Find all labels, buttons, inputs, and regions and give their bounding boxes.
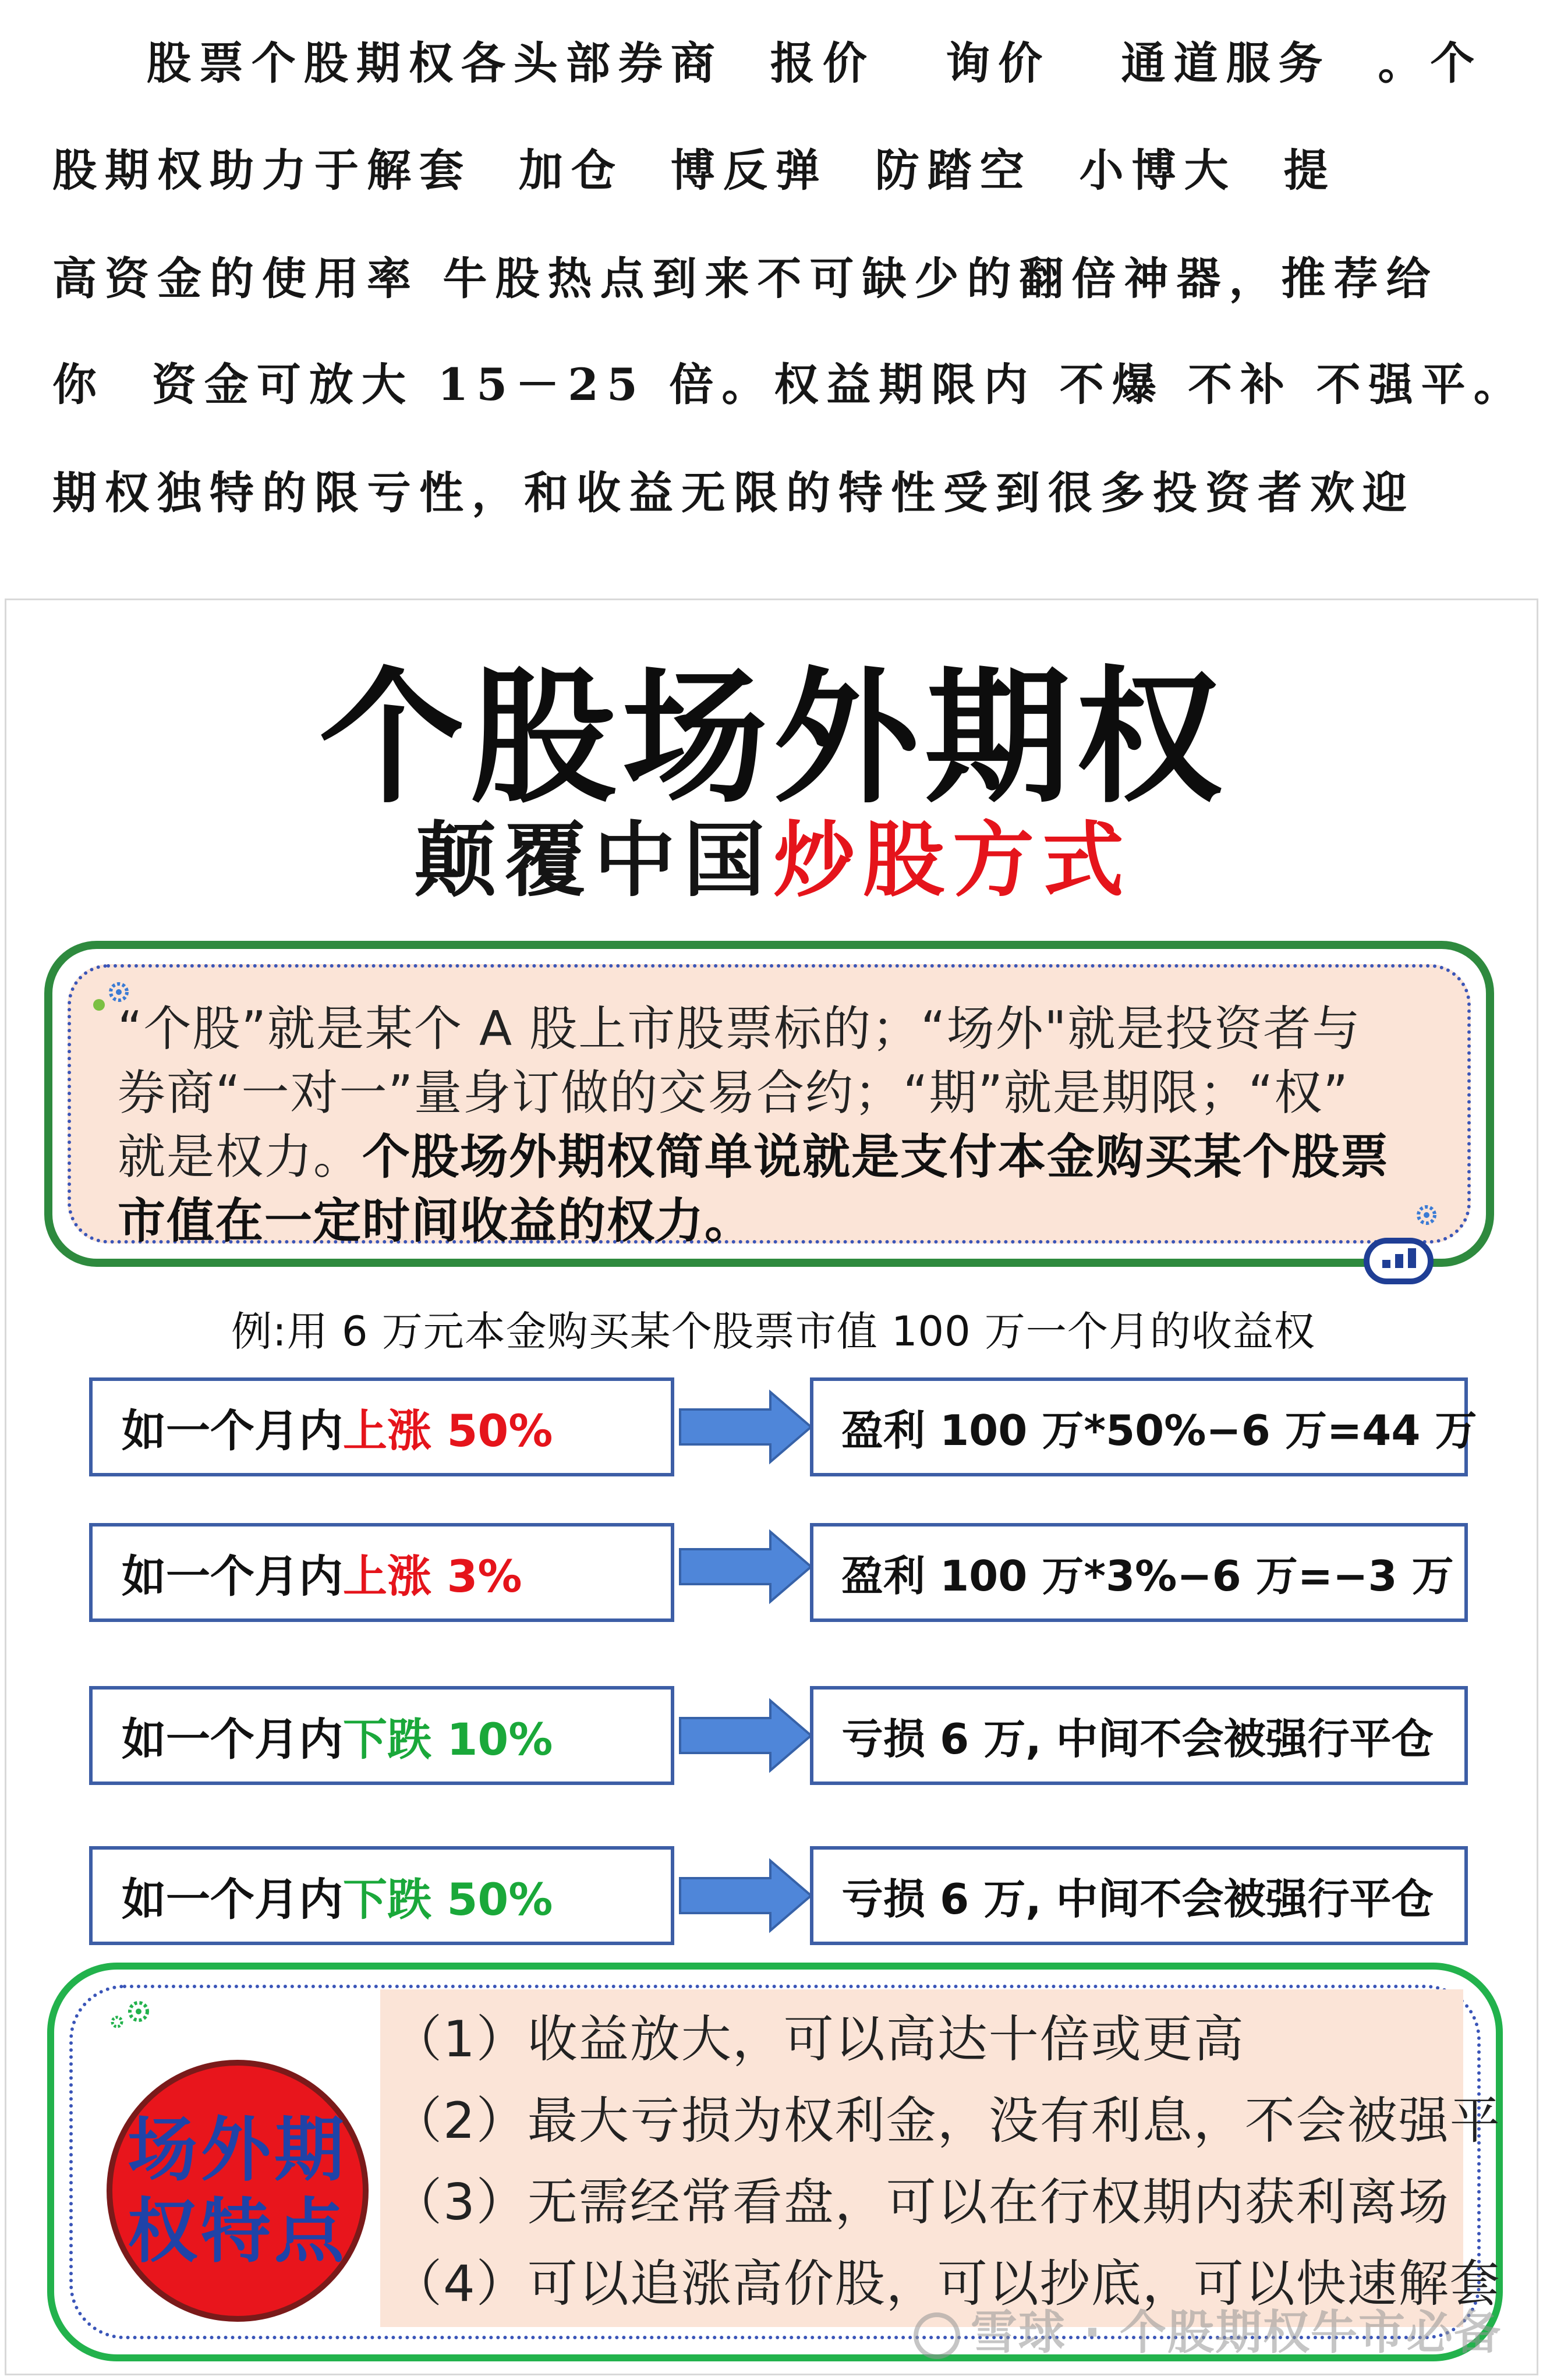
features-badge xyxy=(107,2060,369,2322)
arrow-right-icon xyxy=(677,1698,814,1773)
condition-prefix: 如一个月内 xyxy=(122,1404,343,1457)
condition-prefix: 如一个月内 xyxy=(122,1550,343,1602)
scenario-result: 亏损 6 万, 中间不会被强行平仓 xyxy=(810,1686,1468,1785)
definition-bold-text: 个股场外期权简单说就是支付本金购买某个股票 xyxy=(362,1129,1390,1185)
arrow-right-icon xyxy=(677,1858,814,1933)
arrow-right-icon xyxy=(677,1529,814,1605)
intro-paragraph xyxy=(0,0,1543,588)
gear-icon xyxy=(107,1999,159,2034)
scenario-condition xyxy=(89,1686,674,1785)
condition-prefix: 如一个月内 xyxy=(122,1873,343,1925)
arrow-right-icon xyxy=(677,1389,814,1465)
definition-normal-text: 就是权力。 xyxy=(118,1129,363,1185)
intro-line: 你 资金可放大 15－25 倍。权益期限内 不爆 不补 不强平。 xyxy=(52,359,1526,410)
subtitle-red-text: 炒股方式 xyxy=(773,813,1133,908)
snowball-logo-icon xyxy=(914,2312,960,2359)
definition-panel xyxy=(68,964,1471,1249)
watermark xyxy=(914,2295,1502,2362)
signal-bars-icon xyxy=(1364,1238,1434,1284)
definition-line xyxy=(118,1119,1389,1187)
definition-box xyxy=(44,941,1494,1267)
condition-prefix: 如一个月内 xyxy=(122,1713,343,1765)
scenario-condition xyxy=(89,1846,674,1945)
intro-line: 期权独特的限亏性，和收益无限的特性受到很多投资者欢迎 xyxy=(52,467,1415,519)
poster-subtitle xyxy=(6,795,1540,912)
definition-line: 券商“一对一”量身订做的交易合约；“期”就是期限；“权” xyxy=(118,1065,1349,1121)
feature-item: （2）最大亏损为权利金，没有利息，不会被强平 xyxy=(392,2092,1501,2150)
condition-move: 下跌 50% xyxy=(343,1873,553,1925)
poster-title: 个股场外期权 xyxy=(319,651,1227,823)
definition-line: “个股”就是某个 A 股上市股票标的；“场外"就是投资者与 xyxy=(118,1001,1361,1057)
feature-item: （1）收益放大，可以高达十倍或更高 xyxy=(392,2010,1245,2069)
intro-line: 股期权助力于解套 加仓 博反弹 防踏空 小博大 提 xyxy=(52,144,1336,196)
condition-move: 上涨 50% xyxy=(343,1404,553,1457)
scenario-result: 盈利 100 万*50%−6 万=44 万 xyxy=(810,1377,1468,1476)
definition-line: 市值在一定时间收益的权力。 xyxy=(118,1193,754,1249)
badge-text: 权特点 xyxy=(128,2190,348,2272)
scenario-condition xyxy=(89,1523,674,1622)
subtitle-black-text: 颠覆中国 xyxy=(414,813,773,908)
condition-move: 上涨 3% xyxy=(343,1550,522,1602)
feature-item: （4）可以追涨高价股，可以抄底，可以快速解套 xyxy=(392,2255,1501,2313)
badge-text: 场外期 xyxy=(128,2109,348,2191)
poster xyxy=(5,598,1538,2375)
scenario-result: 盈利 100 万*3%−6 万=−3 万 xyxy=(810,1523,1468,1622)
intro-line: 高资金的使用率 牛股热点到来不可缺少的翻倍神器，推荐给 xyxy=(52,253,1439,304)
scenario-result: 亏损 6 万, 中间不会被强行平仓 xyxy=(810,1846,1468,1945)
example-text: 例:用 6 万元本金购买某个股票市值 100 万一个月的收益权 xyxy=(231,1308,1315,1355)
gear-icon xyxy=(1412,1200,1441,1230)
watermark-text: 雪球 · 个股期权牛市必备 xyxy=(970,2305,1502,2360)
condition-move: 下跌 10% xyxy=(343,1713,553,1765)
feature-item: （3）无需经常看盘，可以在行权期内获利离场 xyxy=(392,2173,1450,2232)
intro-line: 股票个股期权各头部券商 报价 询价 通道服务 。个 xyxy=(52,37,1483,89)
scenario-condition xyxy=(89,1377,674,1476)
